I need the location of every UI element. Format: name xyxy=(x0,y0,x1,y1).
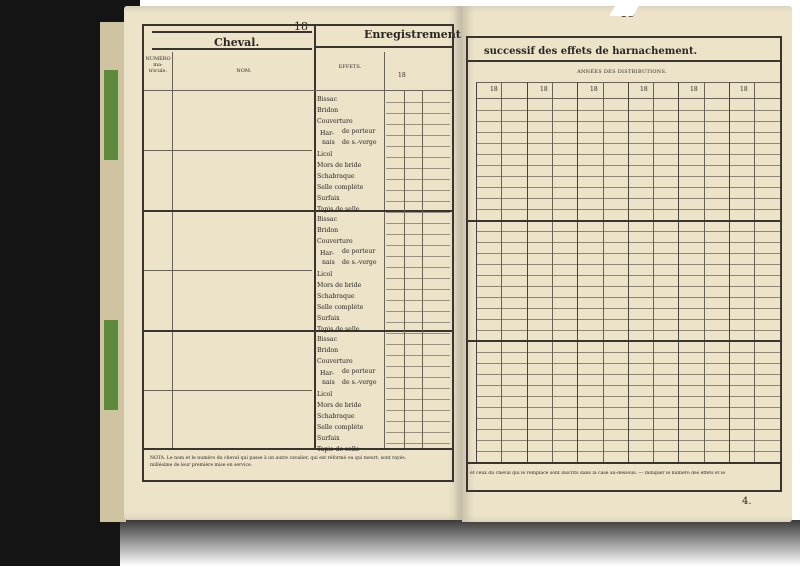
effect-item: de s.-verge xyxy=(342,259,377,266)
rule xyxy=(144,90,452,91)
grid-column-rule xyxy=(729,82,730,462)
ledger-rule xyxy=(386,278,450,279)
effect-item: Schabraque xyxy=(317,293,355,300)
green-tab xyxy=(104,320,118,410)
grid-column-rule xyxy=(704,82,705,462)
rule xyxy=(144,390,312,391)
left-page xyxy=(124,6,462,520)
ledger-rule xyxy=(386,267,450,268)
register-frame xyxy=(142,24,454,482)
footnote: millésime de leur première mise en service. xyxy=(150,463,253,468)
grid-column-rule xyxy=(653,82,654,462)
effect-item: Tapis de selle xyxy=(317,326,360,333)
effect-item: Har- xyxy=(320,250,335,257)
column-rule xyxy=(314,24,316,448)
rule xyxy=(152,48,312,50)
grid-column-rule xyxy=(628,82,629,462)
effect-item: Mors de bride xyxy=(317,402,362,409)
effect-item: Couverture xyxy=(317,118,353,125)
block-rule xyxy=(144,330,452,332)
block-rule xyxy=(466,340,780,342)
ledger-column xyxy=(404,90,405,448)
rule xyxy=(316,46,452,48)
ledger-rule xyxy=(386,388,450,389)
grid-column-rule xyxy=(603,82,604,462)
ledger-rule xyxy=(386,333,450,334)
block-rule xyxy=(466,220,780,222)
effect-item: Couverture xyxy=(317,238,353,245)
ledger-column xyxy=(422,90,423,448)
effect-item: Bridon xyxy=(317,347,339,354)
header-title: Enregistrement xyxy=(364,28,461,41)
block-rule xyxy=(144,448,452,450)
ledger-rule xyxy=(386,410,450,411)
effect-item: de s.-verge xyxy=(342,379,377,386)
ledger-rule xyxy=(386,212,450,213)
ledger-rule xyxy=(386,344,450,345)
header-cheval: Cheval. xyxy=(214,36,260,49)
ledger-rule xyxy=(386,366,450,367)
ledger-rule xyxy=(386,113,450,114)
ledger-rule xyxy=(386,245,450,246)
ledger-rule xyxy=(386,146,450,147)
ledger-rule xyxy=(386,124,450,125)
effect-item: Bissac xyxy=(317,336,338,343)
corner-number: 4. xyxy=(742,496,752,507)
ledger-rule xyxy=(386,234,450,235)
ledger-rule xyxy=(386,256,450,257)
effect-item: Har- xyxy=(320,130,335,137)
year: 18 xyxy=(640,86,648,93)
year: 18 xyxy=(690,86,698,93)
effect-item: Bissac xyxy=(317,216,338,223)
ledger-rule xyxy=(386,322,450,323)
ledger-rule xyxy=(386,179,450,180)
effect-item: Bridon xyxy=(317,107,339,114)
ledger-rule xyxy=(386,190,450,191)
effect-item: nais xyxy=(322,379,335,386)
effect-item: Licol xyxy=(317,151,333,158)
col-nom: NOM. xyxy=(236,68,252,74)
subheader: ANNÉES DES DISTRIBUTIONS. xyxy=(577,69,667,75)
effect-item: Licol xyxy=(317,391,333,398)
block-rule xyxy=(466,462,780,464)
effect-item: Bissac xyxy=(317,96,338,103)
effect-item: de porteur xyxy=(342,248,376,255)
effect-item: Selle complète xyxy=(317,184,364,191)
ledger-rule xyxy=(386,355,450,356)
effect-item: de porteur xyxy=(342,368,376,375)
year: 18 xyxy=(590,86,598,93)
bottom-shadow xyxy=(120,520,800,566)
ledger-rule xyxy=(386,157,450,158)
page-number: 18 xyxy=(294,20,308,33)
effect-item: Schabraque xyxy=(317,173,355,180)
ledger-rule xyxy=(386,300,450,301)
rule xyxy=(466,60,780,62)
effect-item: nais xyxy=(322,139,335,146)
effect-item: Surfaix xyxy=(317,195,340,202)
effect-item: Surfaix xyxy=(317,315,340,322)
grid-column-rule xyxy=(577,82,578,462)
header-title: successif des effets de harnachement. xyxy=(484,46,698,57)
rule xyxy=(144,150,312,151)
col-numero: NUMÉRO ma- tricule. xyxy=(145,56,171,74)
year: 18 xyxy=(540,86,548,93)
column-rule xyxy=(172,52,173,448)
effect-item: Selle complète xyxy=(317,424,364,431)
grid-column-rule xyxy=(552,82,553,462)
effect-item: Couverture xyxy=(317,358,353,365)
col-year: 18 xyxy=(398,72,406,79)
effect-item: Mors de bride xyxy=(317,282,362,289)
grid-column-rule xyxy=(780,82,781,462)
ledger-rule xyxy=(386,102,450,103)
year: 18 xyxy=(740,86,748,93)
ledger-rule xyxy=(386,223,450,224)
ledger-rule xyxy=(386,168,450,169)
rule xyxy=(152,31,312,33)
effect-item: Schabraque xyxy=(317,413,355,420)
col-effets: EFFETS. xyxy=(338,64,362,70)
effect-item: de porteur xyxy=(342,128,376,135)
ledger-rule xyxy=(386,443,450,444)
effect-item: Tapis de selle xyxy=(317,446,360,453)
effect-item: Selle complète xyxy=(317,304,364,311)
effect-item: Bridon xyxy=(317,227,339,234)
grid-column-rule xyxy=(754,82,755,462)
ledger-rule xyxy=(386,135,450,136)
ledger-rule xyxy=(386,399,450,400)
footnote: et ceux du cheval qui le remplace sont inscrits dans la case au-dessous. — Indiquer le numéro des effets et le xyxy=(470,471,726,476)
effect-item: Surfaix xyxy=(317,435,340,442)
grid-column-rule xyxy=(678,82,679,462)
effect-item: nais xyxy=(322,259,335,266)
footnote: NOTA. Le nom et le numéro du cheval qui passe à un autre cavalier, qui est réformé ou qui meurt, sont rayés. xyxy=(150,456,407,461)
grid-column-rule xyxy=(527,82,528,462)
ledger-rule xyxy=(386,432,450,433)
ledger-rule xyxy=(386,311,450,312)
green-tab xyxy=(104,70,118,160)
ledger-rule xyxy=(386,201,450,202)
year: 18 xyxy=(490,86,498,93)
effect-item: de s.-verge xyxy=(342,139,377,146)
effect-item: Licol xyxy=(317,271,333,278)
ledger-rule xyxy=(386,377,450,378)
ledger-rule xyxy=(386,421,450,422)
effect-item: Tapis de selle xyxy=(317,206,360,213)
grid-column-rule xyxy=(501,82,502,462)
effect-item: Har- xyxy=(320,370,335,377)
grid-column-rule xyxy=(476,82,477,462)
rule xyxy=(144,270,312,271)
right-page xyxy=(462,6,792,522)
ledger-rule xyxy=(386,289,450,290)
effect-item: Mors de bride xyxy=(317,162,362,169)
column-rule xyxy=(384,52,385,448)
